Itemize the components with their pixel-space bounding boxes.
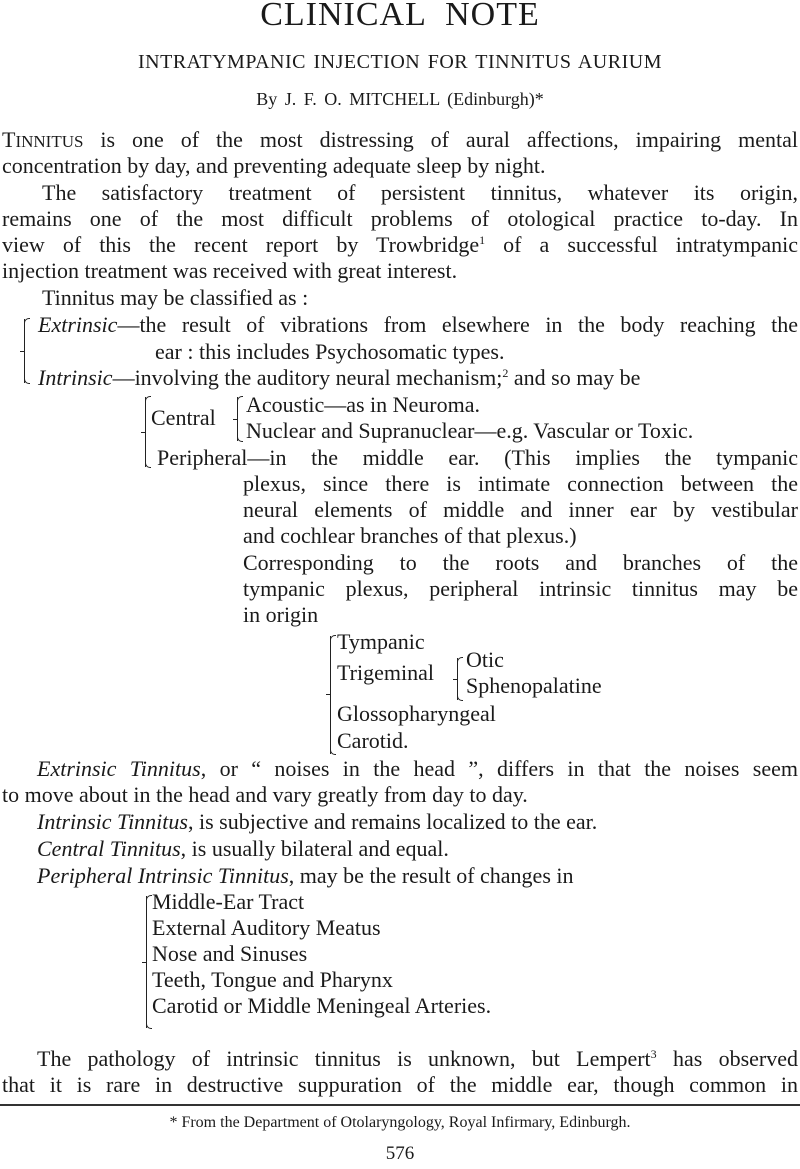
paragraph-2-line-1: The satisfactory treatment of persistent tinnitus, whatever its origin,: [42, 180, 798, 205]
term-central-tinnitus: Central Tinnitus: [37, 836, 181, 861]
change-item: Carotid or Middle Meningeal Arteries.: [152, 993, 492, 1018]
central-item-acoustic: Acoustic—as in Neuroma.: [246, 392, 480, 417]
definition-central: Central Tinnitus, is usually bilateral and equal.: [37, 836, 449, 861]
classification-intro: Tinnitus may be classified as :: [42, 285, 309, 310]
origin-otic: Otic: [466, 647, 504, 672]
author-byline: By J. F. O. MITCHELL (Edinburgh)*: [256, 89, 544, 109]
change-item: Middle-Ear Tract: [152, 889, 305, 914]
footnote-divider: [0, 1104, 800, 1106]
definition-intrinsic: Intrinsic Tinnitus, is subjective and remains localized to the ear.: [37, 809, 598, 834]
term-peripheral-intrinsic-tinnitus: Peripheral Intrinsic Tinnitus: [37, 863, 289, 888]
term-intrinsic: Intrinsic: [38, 365, 113, 390]
brace-trigeminal: [457, 658, 458, 700]
term-intrinsic-tinnitus: Intrinsic Tinnitus: [37, 809, 188, 834]
pathology-line-2: that it is rare in destructive suppuration of the middle ear, though common in: [2, 1072, 798, 1097]
origin-trigeminal: Trigeminal: [337, 660, 434, 685]
intrinsic-line: Intrinsic—involving the auditory neural mechanism;$^2$ and so may be: [38, 365, 641, 390]
paragraph-2-line-3: view of this the recent report by Trowbridge$^1$ of a successful intratympanic: [2, 232, 798, 257]
central-label: Central: [151, 405, 216, 430]
section-title: CLINICAL NOTE: [260, 0, 540, 33]
brace-origins: [330, 636, 331, 754]
origin-tympanic: Tympanic: [337, 629, 425, 654]
peripheral-line-5: Corresponding to the roots and branches of the: [243, 550, 798, 575]
origin-carotid: Carotid.: [337, 728, 409, 753]
paragraph-1-line-2: concentration by day, and preventing adequate sleep by night.: [2, 153, 546, 178]
brace-changes: [146, 896, 147, 1028]
definition-peripheral: Peripheral Intrinsic Tinnitus, may be the result of changes in: [37, 863, 574, 888]
central-item-nuclear: Nuclear and Supranuclear—e.g. Vascular or Toxic.: [246, 418, 694, 443]
pathology-line-1: The pathology of intrinsic tinnitus is unknown, but Lempert$^3$ has observed: [37, 1046, 798, 1071]
change-item: Nose and Sinuses: [152, 941, 308, 966]
drop-letter: T: [2, 127, 16, 152]
small-caps-word: INNITUS: [15, 132, 84, 151]
origin-sphenopalatine: Sphenopalatine: [466, 673, 602, 698]
peripheral-line-1: Peripheral—in the middle ear. (This implies the tympanic: [157, 445, 798, 470]
brace-extrinsic-intrinsic: [24, 319, 25, 383]
paragraph-1-line-1: TINNITUS is one of the most distressing of aural affections, impairing mental: [2, 127, 798, 152]
paragraph-2-line-4: injection treatment was received with great interest.: [2, 258, 458, 283]
extrinsic-line-1: Extrinsic—the result of vibrations from elsewhere in the body reaching the: [38, 312, 798, 337]
reference-3: 3: [650, 1047, 657, 1061]
article-title: INTRATYMPANIC INJECTION FOR TINNITUS AURIUM: [138, 51, 662, 73]
definition-extrinsic-line-1: Extrinsic Tinnitus, or “ noises in the head ”, differs in that the noises seem: [37, 756, 798, 781]
origin-glossopharyngeal: Glossopharyngeal: [337, 701, 496, 726]
term-extrinsic: Extrinsic: [38, 312, 118, 337]
definition-extrinsic-line-2: to move about in the head and vary greatly from day to day.: [2, 782, 528, 807]
change-item: Teeth, Tongue and Pharynx: [152, 967, 393, 992]
reference-1: 1: [479, 233, 486, 247]
peripheral-line-3: neural elements of middle and inner ear by vestibular: [243, 497, 798, 522]
peripheral-line-6: tympanic plexus, peripheral intrinsic tinnitus may be: [243, 576, 798, 601]
change-item: External Auditory Meatus: [152, 915, 381, 940]
page-number: 576: [385, 1143, 415, 1164]
peripheral-line-2: plexus, since there is intimate connection between the: [243, 471, 798, 496]
term-extrinsic-tinnitus: Extrinsic Tinnitus: [37, 756, 201, 781]
reference-2: 2: [502, 366, 509, 380]
footnote: * From the Department of Otolaryngology, Royal Infirmary, Edinburgh.: [169, 1114, 631, 1131]
paragraph-2-line-2: remains one of the most difficult problems of otological practice to-day. In: [2, 206, 798, 231]
peripheral-line-4: and cochlear branches of that plexus.): [243, 523, 577, 548]
brace-central-items: [237, 397, 238, 441]
extrinsic-line-2: ear : this includes Psychosomatic types.: [155, 339, 505, 364]
brace-central-peripheral: [145, 397, 146, 467]
peripheral-line-7: in origin: [243, 602, 319, 627]
